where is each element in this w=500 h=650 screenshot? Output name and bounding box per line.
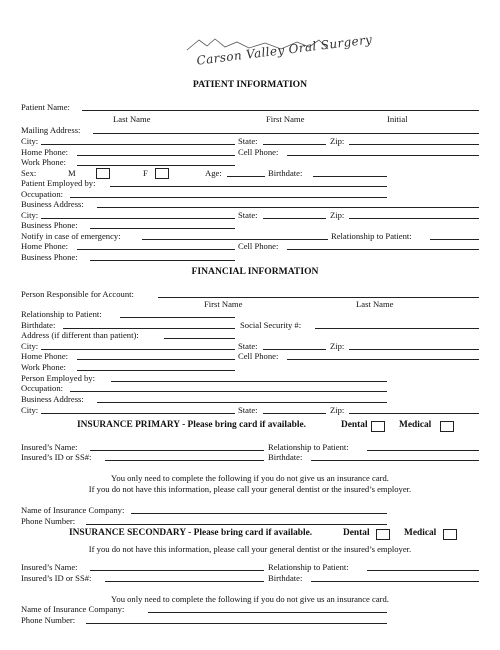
label-primary-phone: Phone Number: [21, 516, 76, 526]
label-secondary-insured-id: Insured’s ID or SS#: [21, 573, 92, 583]
label-female: F [143, 168, 148, 178]
field-fin-zip-2[interactable] [349, 413, 479, 414]
label-primary-insured-name: Insured’s Name: [21, 442, 78, 452]
field-secondary-insurance-company[interactable] [148, 612, 387, 613]
primary-info-line-2: If you do not have this information, please call your general dentist or the insured’s employer. [88, 484, 412, 494]
field-fin-home-phone[interactable] [77, 359, 235, 360]
field-primary-birthdate[interactable] [311, 460, 479, 461]
label-person-employed-by: Person Employed by: [21, 373, 95, 383]
field-fin-state[interactable] [263, 349, 326, 350]
field-age[interactable] [227, 176, 265, 177]
field-secondary-insured-id[interactable] [105, 581, 264, 582]
field-secondary-insured-name[interactable] [90, 570, 264, 571]
section-title-financial: FINANCIAL INFORMATION [191, 266, 319, 277]
field-fin-city-2[interactable] [41, 413, 235, 414]
field-fin-state-2[interactable] [263, 413, 326, 414]
section-title-insurance-primary: INSURANCE PRIMARY - Please bring card if available. [77, 420, 307, 430]
field-responsible-birthdate[interactable] [63, 328, 235, 329]
sublabel-last-name: Last Name [356, 299, 394, 309]
label-primary-relationship: Relationship to Patient: [268, 442, 349, 452]
field-fin-zip[interactable] [349, 349, 479, 350]
label-sex: Sex: [21, 168, 37, 178]
field-fin-cell-phone[interactable] [287, 359, 479, 360]
label-secondary-phone: Phone Number: [21, 615, 76, 625]
field-person-employed-by[interactable] [111, 381, 387, 382]
label-fin-occupation: Occupation: [21, 383, 63, 393]
label-patient-employed-by: Patient Employed by: [21, 178, 96, 188]
field-city[interactable] [41, 144, 235, 145]
label-relationship-to-patient: Relationship to Patient: [21, 309, 102, 319]
label-fin-work-phone: Work Phone: [21, 362, 66, 372]
label-secondary-relationship: Relationship to Patient: [268, 562, 349, 572]
logo-text: Carson Valley Oral Surgery [195, 32, 374, 68]
field-business-address[interactable] [97, 207, 479, 208]
label-responsible-address: Address (if different than patient): [21, 330, 139, 340]
label-primary-insured-id: Insured’s ID or SS#: [21, 452, 92, 462]
field-emergency-contact[interactable] [142, 239, 328, 240]
label-fin-state-2: State: [238, 405, 258, 415]
field-relationship-to-patient[interactable] [120, 317, 235, 318]
label-zip-2: Zip: [330, 210, 345, 220]
label-primary-medical: Medical [399, 420, 432, 430]
label-fin-state: State: [238, 341, 258, 351]
field-primary-relationship[interactable] [367, 450, 479, 451]
label-zip: Zip: [330, 136, 345, 146]
field-state-2[interactable] [263, 218, 326, 219]
sublabel-last-name: Last Name [113, 114, 151, 124]
label-cell-phone-2: Cell Phone: [238, 241, 279, 251]
label-emergency-contact: Notify in case of emergency: [21, 231, 121, 241]
label-home-phone: Home Phone: [21, 147, 69, 157]
field-secondary-relationship[interactable] [367, 570, 479, 571]
field-birthdate[interactable] [313, 176, 387, 177]
label-city-2: City: [21, 210, 39, 220]
label-mailing-address: Mailing Address: [21, 125, 81, 135]
field-primary-phone[interactable] [86, 524, 387, 525]
label-business-phone: Business Phone: [21, 220, 78, 230]
label-occupation: Occupation: [21, 189, 63, 199]
label-fin-cell-phone: Cell Phone: [238, 351, 279, 361]
field-fin-city[interactable] [41, 349, 235, 350]
label-ssn: Social Security #: [240, 320, 302, 330]
field-primary-insured-id[interactable] [105, 460, 264, 461]
sublabel-initial: Initial [387, 114, 408, 124]
label-secondary-insurance-company: Name of Insurance Company: [21, 604, 125, 614]
label-state-2: State: [238, 210, 258, 220]
secondary-info-line-2: If you do not have this information, please call your general dentist or the insured’s employer. [88, 544, 412, 554]
checkbox-secondary-dental[interactable] [376, 529, 390, 540]
field-cell-phone-2[interactable] [287, 249, 479, 250]
label-home-phone-2: Home Phone: [21, 241, 69, 251]
label-secondary-insured-name: Insured’s Name: [21, 562, 78, 572]
label-primary-dental: Dental [341, 420, 368, 430]
label-business-address: Business Address: [21, 199, 84, 209]
label-primary-insurance-company: Name of Insurance Company: [21, 505, 125, 515]
section-title-insurance-secondary: INSURANCE SECONDARY - Please bring card if available. [69, 528, 313, 538]
label-primary-birthdate: Birthdate: [268, 452, 303, 462]
field-emergency-relationship[interactable] [430, 239, 479, 240]
field-state[interactable] [263, 144, 326, 145]
field-zip-2[interactable] [349, 218, 479, 219]
checkbox-female[interactable] [155, 168, 169, 179]
label-state: State: [238, 136, 258, 146]
label-work-phone: Work Phone: [21, 157, 66, 167]
field-fin-business-address[interactable] [97, 402, 387, 403]
label-secondary-dental: Dental [343, 528, 370, 538]
field-secondary-phone[interactable] [86, 623, 387, 624]
sublabel-first-name: First Name [266, 114, 305, 124]
field-secondary-birthdate[interactable] [311, 581, 479, 582]
label-fin-home-phone: Home Phone: [21, 351, 69, 361]
field-primary-insurance-company[interactable] [131, 513, 387, 514]
sublabel-first-name: First Name [204, 299, 243, 309]
primary-info-line-1: You only need to complete the following if you do not give us an insurance card. [111, 473, 389, 483]
label-fin-zip-2: Zip: [330, 405, 345, 415]
label-cell-phone: Cell Phone: [238, 147, 279, 157]
field-fin-work-phone[interactable] [77, 370, 235, 371]
field-ssn[interactable] [315, 328, 479, 329]
field-responsible-person[interactable] [158, 297, 479, 298]
checkbox-primary-medical[interactable] [440, 421, 454, 432]
field-primary-insured-name[interactable] [90, 450, 264, 451]
label-age: Age: [205, 168, 222, 178]
field-patient-name[interactable] [82, 110, 479, 111]
field-occupation[interactable] [70, 197, 387, 198]
label-fin-city-2: City: [21, 405, 39, 415]
label-secondary-birthdate: Birthdate: [268, 573, 303, 583]
section-title-patient: PATIENT INFORMATION [192, 79, 308, 90]
field-work-phone[interactable] [77, 165, 235, 166]
label-responsible-birthdate: Birthdate: [21, 320, 56, 330]
checkbox-secondary-medical[interactable] [443, 529, 457, 540]
label-fin-zip: Zip: [330, 341, 345, 351]
label-secondary-medical: Medical [404, 528, 437, 538]
label-patient-name: Patient Name: [21, 102, 70, 112]
field-patient-employed-by[interactable] [110, 186, 387, 187]
field-city-2[interactable] [41, 218, 235, 219]
label-city: City: [21, 136, 39, 146]
label-male: M [68, 168, 76, 178]
checkbox-male[interactable] [96, 168, 110, 179]
label-responsible-person: Person Responsible for Account: [21, 289, 134, 299]
label-fin-business-address: Business Address: [21, 394, 84, 404]
field-mailing-address[interactable] [93, 133, 479, 134]
label-emergency-relationship: Relationship to Patient: [331, 231, 412, 241]
field-fin-occupation[interactable] [70, 391, 387, 392]
field-cell-phone[interactable] [287, 155, 479, 156]
field-zip[interactable] [349, 144, 479, 145]
checkbox-primary-dental[interactable] [371, 421, 385, 432]
field-business-phone-2[interactable] [90, 260, 235, 261]
secondary-info-line-1: You only need to complete the following if you do not give us an insurance card. [111, 594, 389, 604]
field-business-phone[interactable] [90, 228, 235, 229]
field-responsible-address[interactable] [164, 338, 235, 339]
field-home-phone-2[interactable] [77, 249, 235, 250]
label-business-phone-2: Business Phone: [21, 252, 78, 262]
label-birthdate: Birthdate: [268, 168, 303, 178]
field-home-phone[interactable] [77, 155, 235, 156]
label-fin-city: City: [21, 341, 39, 351]
